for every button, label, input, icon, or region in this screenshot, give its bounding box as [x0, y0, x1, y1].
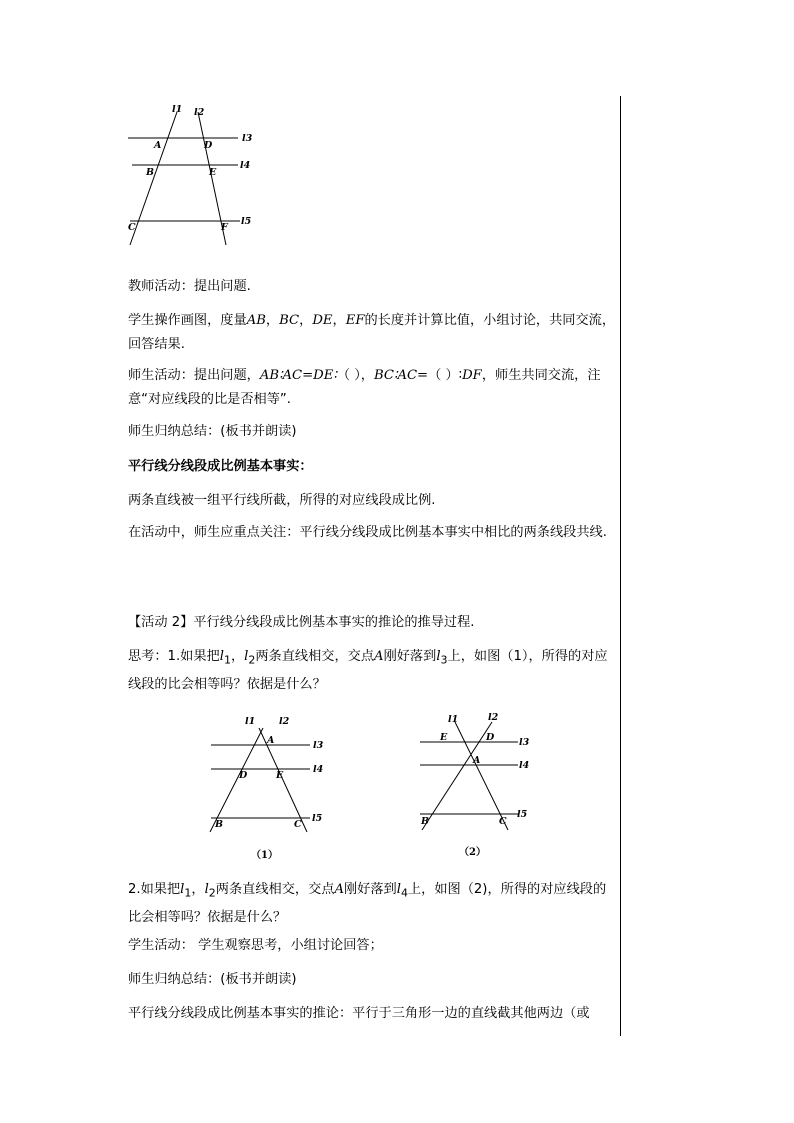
- label-l4: l4: [240, 160, 251, 171]
- figure-2-caption: （2）: [459, 847, 486, 858]
- label-l3: l3: [313, 740, 324, 751]
- paragraph-activity-2-title: 【活动 2】平行线分线段成比例基本事实的推论的推导过程.: [128, 615, 475, 630]
- point-C: C: [294, 819, 302, 830]
- point-E: E: [276, 770, 284, 781]
- point-A: A: [473, 755, 481, 766]
- paragraph-basic-fact-title: 平行线分线段成比例基本事实：: [128, 459, 313, 474]
- paragraph-basic-fact: 两条直线被一组平行线所截，所得的对应线段成比例.: [128, 493, 436, 508]
- point-D: D: [204, 140, 213, 151]
- paragraph-teacher-student-question: 师生活动：提出问题，AB∶AC=DE∶（ ），BC∶AC=（ ）∶DF，师生共同交流，注意“对应线段的比是否相等”.: [128, 368, 601, 407]
- paragraph-summary-2: 师生归纳总结：(板书并朗读): [128, 972, 297, 987]
- paragraph-student-measure: 学生操作画图，度量AB，BC，DE，EF的长度并计算比值，小组讨论，共同交流，回答结果.: [128, 313, 616, 352]
- label-l3: l3: [519, 737, 530, 748]
- point-D: D: [486, 732, 495, 743]
- paragraph-summary-1: 师生归纳总结：(板书并朗读): [128, 424, 297, 439]
- label-l4: l4: [519, 760, 530, 771]
- label-l2: l2: [279, 716, 290, 727]
- point-D: D: [239, 770, 248, 781]
- label-l1: l1: [245, 716, 256, 727]
- point-E: E: [440, 732, 448, 743]
- point-E: E: [209, 167, 217, 178]
- figure-parallel-lines: [120, 100, 260, 250]
- label-l3: l3: [242, 133, 253, 144]
- label-l2: l2: [194, 107, 205, 118]
- point-C: C: [499, 816, 507, 827]
- point-F: F: [221, 222, 228, 233]
- paragraph-student-activity: 学生活动： 学生观察思考，小组讨论回答；: [128, 938, 383, 953]
- paragraph-think-1: 思考：1.如果把$l_1$，$l_2$两条直线相交，交点A刚好落到$l_3$上，如图（1），所得的对应线段的比会相等吗？依据是什么？: [128, 649, 608, 692]
- point-B: B: [421, 816, 430, 827]
- figure-1-caption: （1）: [251, 850, 278, 861]
- paragraph-corollary: 平行线分线段成比例基本事实的推论：平行于三角形一边的直线截其他两边（或: [128, 1006, 590, 1021]
- point-B: B: [215, 819, 224, 830]
- label-l1: l1: [172, 104, 183, 115]
- label-l5: l5: [517, 809, 528, 820]
- label-l5: l5: [241, 216, 252, 227]
- page-border-line: [620, 96, 621, 1036]
- figure-2: [410, 708, 535, 863]
- label-l1: l1: [448, 714, 459, 725]
- paragraph-focus: 在活动中，师生应重点关注：平行线分线段成比例基本事实中相比的两条线段共线.: [128, 525, 607, 540]
- point-A: A: [267, 735, 275, 746]
- point-B: B: [146, 167, 155, 178]
- label-l2: l2: [488, 712, 499, 723]
- label-l4: l4: [313, 764, 324, 775]
- point-A: A: [154, 140, 162, 151]
- paragraph-think-2: 2.如果把$l_1$，$l_2$两条直线相交，交点A刚好落到$l_4$上，如图（2)，所得的对应线段的比会相等吗？依据是什么？: [128, 882, 607, 925]
- figure-1: [205, 712, 330, 864]
- label-l5: l5: [312, 813, 323, 824]
- point-C: C: [128, 222, 136, 233]
- paragraph-teacher-activity: 教师活动：提出问题.: [128, 279, 251, 294]
